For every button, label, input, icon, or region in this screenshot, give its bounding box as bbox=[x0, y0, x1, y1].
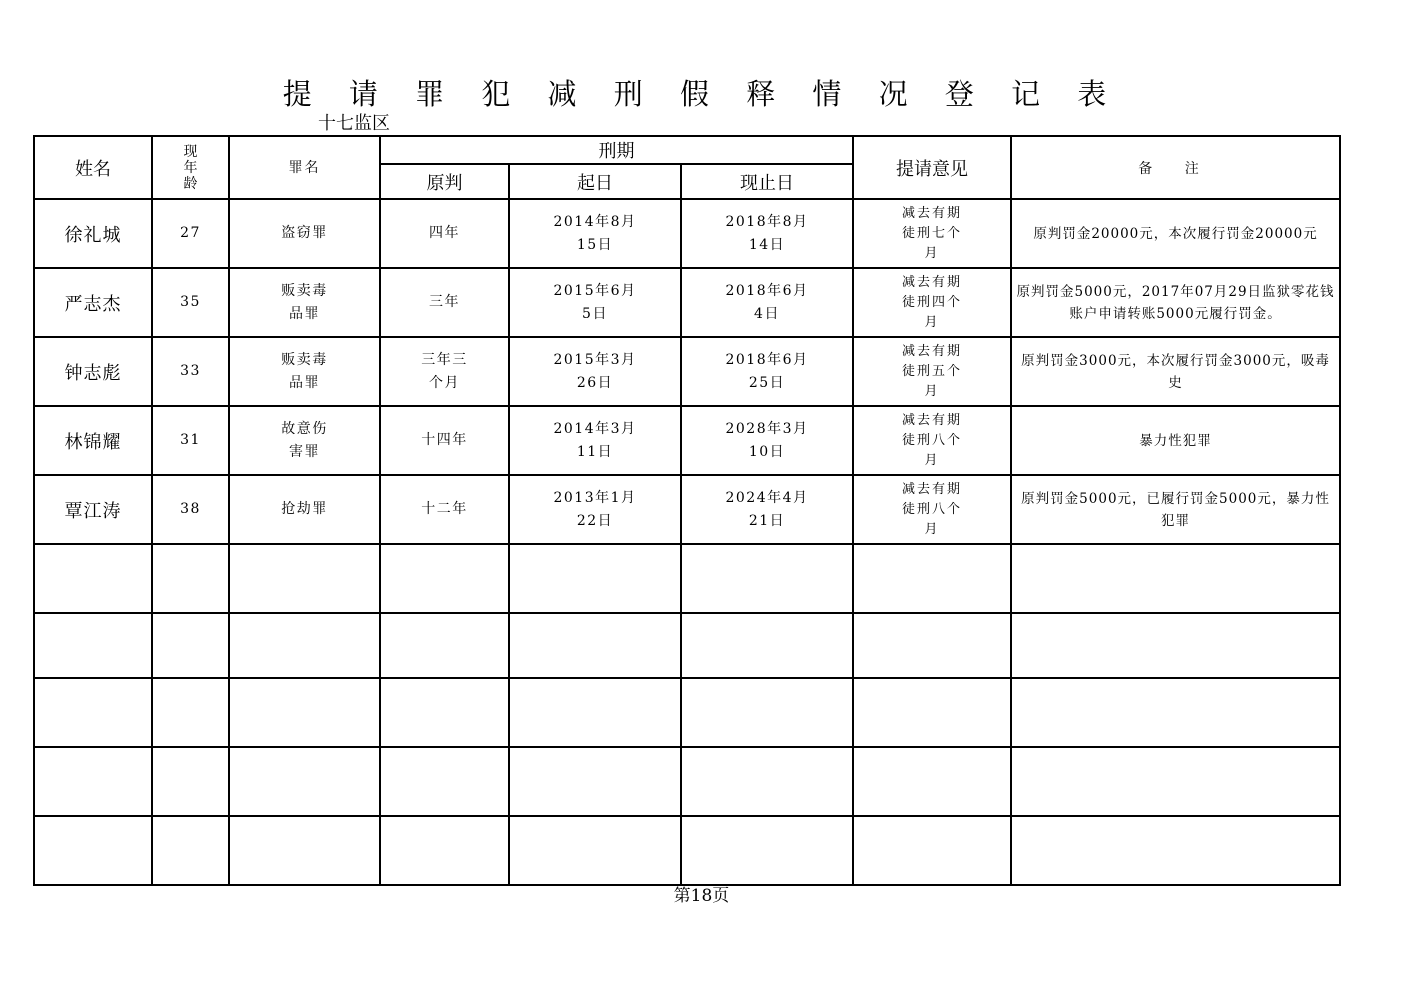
cell-crime bbox=[229, 406, 380, 475]
cell-crime-line1: 故意伤 bbox=[281, 420, 328, 437]
table-row bbox=[34, 337, 1340, 406]
cell-start-line2: 11日 bbox=[576, 443, 614, 460]
cell-crime: 抢劫罪 bbox=[229, 475, 380, 544]
district-label: 十七监区 bbox=[318, 113, 390, 134]
cell-start bbox=[509, 406, 681, 475]
cell-opinion-line2: 徒刑四个 bbox=[902, 294, 963, 310]
cell-crime-line2: 品罪 bbox=[289, 305, 320, 322]
header-age bbox=[152, 136, 229, 199]
cell-original-line2: 个月 bbox=[429, 374, 460, 391]
cell-opinion-line1: 减去有期 bbox=[902, 274, 963, 290]
cell-age: 33 bbox=[152, 337, 229, 406]
cell-end-line2: 21日 bbox=[748, 512, 786, 529]
cell-opinion bbox=[853, 337, 1011, 406]
header-age-line1: 现 bbox=[183, 143, 198, 160]
header-remarks: 备 注 bbox=[1011, 136, 1340, 199]
cell-end bbox=[681, 475, 853, 544]
cell-end bbox=[681, 268, 853, 337]
cell-opinion bbox=[853, 406, 1011, 475]
cell-end-line1: 2028年3月 bbox=[725, 420, 809, 437]
cell-age: 31 bbox=[152, 406, 229, 475]
cell-start bbox=[509, 337, 681, 406]
cell-opinion-line2: 徒刑八个 bbox=[902, 432, 963, 448]
cell-start-line1: 2014年8月 bbox=[553, 213, 637, 230]
header-age-line3: 龄 bbox=[183, 175, 198, 192]
cell-end-line2: 10日 bbox=[748, 443, 786, 460]
cell-remark: 原判罚金5000元，已履行罚金5000元，暴力性犯罪 bbox=[1011, 475, 1340, 544]
cell-opinion-line3: 月 bbox=[924, 314, 940, 330]
cell-crime-line1: 贩卖毒 bbox=[281, 282, 328, 299]
cell-name: 林锦耀 bbox=[34, 406, 152, 475]
header-crime: 罪名 bbox=[229, 136, 380, 199]
page-number: 第18页 bbox=[673, 886, 730, 906]
cell-crime bbox=[229, 268, 380, 337]
cell-opinion bbox=[853, 475, 1011, 544]
cell-end-line2: 14日 bbox=[748, 236, 786, 253]
cell-end bbox=[681, 406, 853, 475]
cell-opinion-line1: 减去有期 bbox=[902, 481, 963, 497]
cell-remark: 原判罚金20000元，本次履行罚金20000元 bbox=[1011, 199, 1340, 268]
cell-start-line1: 2015年6月 bbox=[553, 282, 637, 299]
cell-opinion-line1: 减去有期 bbox=[902, 412, 963, 428]
empty-row bbox=[34, 747, 1340, 816]
cell-crime-line1: 贩卖毒 bbox=[281, 351, 328, 368]
table-row bbox=[34, 475, 1340, 544]
cell-name: 严志杰 bbox=[34, 268, 152, 337]
cell-opinion-line1: 减去有期 bbox=[902, 343, 963, 359]
header-row-1 bbox=[34, 136, 1340, 164]
empty-row bbox=[34, 816, 1340, 885]
cell-original: 十二年 bbox=[380, 475, 509, 544]
cell-name: 钟志彪 bbox=[34, 337, 152, 406]
header-start: 起日 bbox=[509, 164, 681, 199]
cell-opinion-line3: 月 bbox=[924, 452, 940, 468]
cell-opinion-line2: 徒刑八个 bbox=[902, 501, 963, 517]
cell-start-line1: 2015年3月 bbox=[553, 351, 637, 368]
cell-start-line2: 15日 bbox=[576, 236, 614, 253]
empty-row bbox=[34, 613, 1340, 678]
cell-start bbox=[509, 268, 681, 337]
empty-row bbox=[34, 544, 1340, 613]
cell-start-line2: 22日 bbox=[576, 512, 614, 529]
header-opinion: 提请意见 bbox=[853, 136, 1011, 199]
cell-opinion bbox=[853, 268, 1011, 337]
cell-age: 38 bbox=[152, 475, 229, 544]
cell-end-line2: 4日 bbox=[754, 305, 780, 322]
header-end: 现止日 bbox=[681, 164, 853, 199]
cell-name: 覃江涛 bbox=[34, 475, 152, 544]
cell-end-line2: 25日 bbox=[748, 374, 786, 391]
cell-crime bbox=[229, 337, 380, 406]
cell-opinion-line1: 减去有期 bbox=[902, 205, 963, 221]
cell-start-line1: 2014年3月 bbox=[553, 420, 637, 437]
header-original: 原判 bbox=[380, 164, 509, 199]
cell-opinion bbox=[853, 199, 1011, 268]
page-title: 提 请 罪 犯 减 刑 假 释 情 况 登 记 表 bbox=[282, 77, 1121, 111]
cell-end-line1: 2018年6月 bbox=[725, 282, 809, 299]
cell-opinion-line3: 月 bbox=[924, 521, 940, 537]
header-name: 姓名 bbox=[34, 136, 152, 199]
cell-start-line2: 5日 bbox=[582, 305, 608, 322]
cell-opinion-line3: 月 bbox=[924, 245, 940, 261]
cell-original: 十四年 bbox=[380, 406, 509, 475]
table-row bbox=[34, 199, 1340, 268]
cell-opinion-line3: 月 bbox=[924, 383, 940, 399]
empty-row bbox=[34, 678, 1340, 747]
cell-original bbox=[380, 337, 509, 406]
cell-end bbox=[681, 337, 853, 406]
cell-name: 徐礼城 bbox=[34, 199, 152, 268]
cell-age: 27 bbox=[152, 199, 229, 268]
cell-end-line1: 2024年4月 bbox=[725, 489, 809, 506]
cell-crime-line2: 害罪 bbox=[289, 443, 320, 460]
cell-start-line2: 26日 bbox=[576, 374, 614, 391]
cell-start-line1: 2013年1月 bbox=[553, 489, 637, 506]
cell-age: 35 bbox=[152, 268, 229, 337]
header-age-line2: 年 bbox=[183, 159, 198, 176]
cell-remark: 暴力性犯罪 bbox=[1011, 406, 1340, 475]
table-row bbox=[34, 406, 1340, 475]
cell-start bbox=[509, 475, 681, 544]
cell-original: 三年 bbox=[380, 268, 509, 337]
cell-end bbox=[681, 199, 853, 268]
cell-remark: 原判罚金5000元，2017年07月29日监狱零花钱账户申请转账5000元履行罚金。 bbox=[1011, 268, 1340, 337]
cell-original-line1: 三年三 bbox=[421, 351, 468, 368]
table-row bbox=[34, 268, 1340, 337]
cell-remark: 原判罚金3000元，本次履行罚金3000元，吸毒史 bbox=[1011, 337, 1340, 406]
cell-start bbox=[509, 199, 681, 268]
cell-end-line1: 2018年6月 bbox=[725, 351, 809, 368]
registration-table bbox=[33, 135, 1341, 886]
cell-crime-line2: 品罪 bbox=[289, 374, 320, 391]
cell-opinion-line2: 徒刑七个 bbox=[902, 225, 963, 241]
cell-end-line1: 2018年8月 bbox=[725, 213, 809, 230]
cell-original: 四年 bbox=[380, 199, 509, 268]
cell-opinion-line2: 徒刑五个 bbox=[902, 363, 963, 379]
header-term: 刑期 bbox=[380, 136, 853, 164]
cell-crime: 盗窃罪 bbox=[229, 199, 380, 268]
